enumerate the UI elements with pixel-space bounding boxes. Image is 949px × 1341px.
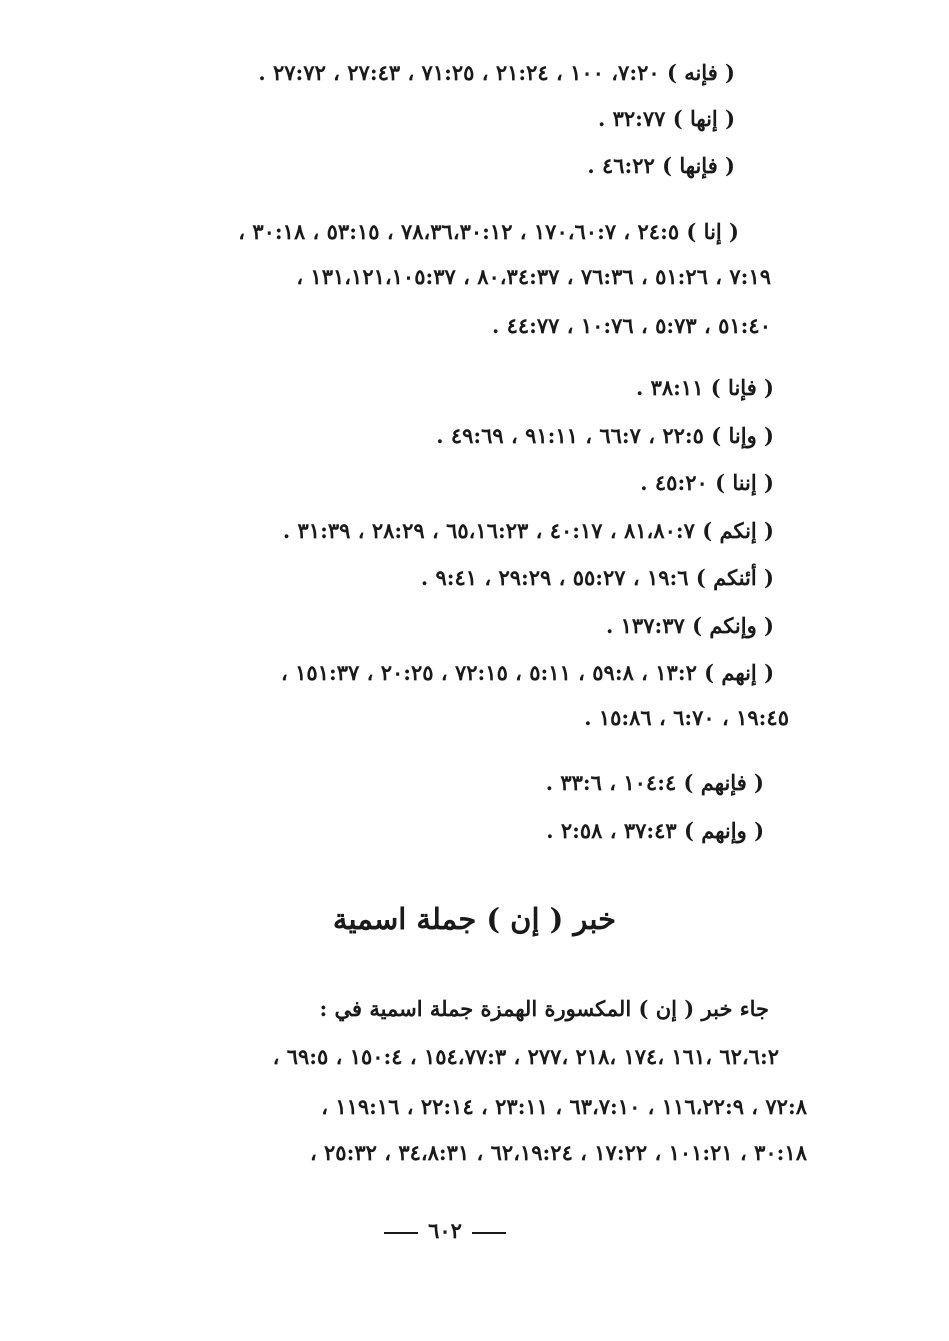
footer-dash-right: [472, 1232, 506, 1234]
body-line: ٦٢،٦:٢ ،١٦١ ،١٧٤ ،٢١٨ ،٢٧٧ ، ١٥٤،٧٧:٣ ، ١٥٠:٤ ، ٦٩:٥ ،: [272, 1044, 779, 1069]
body-line: ٧٢:٨ ، ١١٦،٢٢:٩ ، ٦٣،٧:١٠ ، ٢٣:١١ ، ٢٢:١٤ ، ١١٩:١٦ ،: [321, 1094, 807, 1119]
index-line: ( أئنكم ) ١٩:٦ ، ٥٥:٢٧ ، ٢٩:٢٩ ، ٩:٤١ .: [420, 565, 774, 590]
index-line: ( إنكم ) ٨١،٨٠:٧ ، ٤٠:١٧ ، ٦٥،١٦:٢٣ ، ٢٨:٢٩ ، ٣١:٣٩ .: [282, 518, 774, 543]
index-line: ( إنا ) ٢٤:٥ ، ١٧٠،٦٠:٧ ، ٧٨،٣٦،٣٠:١٢ ، ٥٣:١٥ ، ٣٠:١٨ ،: [238, 219, 739, 244]
index-line: ٧:١٩ ، ٥١:٢٦ ، ٧٦:٣٦ ، ٨٠،٣٤:٣٧ ، ١٣١،١٢١،١٠٥:٣٧ ،: [296, 264, 771, 289]
section-heading: خبر ( إن ) جملة اسمية: [332, 902, 617, 936]
footer-dash-left: [384, 1232, 418, 1234]
intro-line: جاء خبر ( إن ) المكسورة الهمزة جملة اسمية في :: [319, 996, 769, 1021]
index-line: ٥١:٤٠ ، ٥:٧٣ ، ١٠:٧٦ ، ٤٤:٧٧ .: [491, 313, 771, 338]
index-line: ( وإنا ) ٢٢:٥ ، ٦٦:٧ ، ٩١:١١ ، ٤٩:٦٩ .: [436, 423, 774, 448]
index-line: ( إنهم ) ١٣:٢ ، ٥٩:٨ ، ٥:١١ ، ٧٢:١٥ ، ٢٠:٢٥ ، ١٥١:٣٧ ،: [281, 660, 774, 685]
index-line: ١٩:٤٥ ، ٦:٧٠ ، ١٥:٨٦ .: [584, 705, 789, 730]
body-line: ٣٠:١٨ ، ١٠١:٢١ ، ١٧:٢٢ ، ٦٢،١٩:٢٤ ، ٣٤،٨:٣١ ، ٢٥:٣٢ ،: [309, 1140, 807, 1165]
index-line: ( فإنه ) ٧:٢٠، ١٠٠ ، ٢١:٢٤ ، ٧١:٢٥ ، ٢٧:٤٣ ، ٢٧:٧٢ .: [258, 60, 735, 85]
index-line: ( إنها ) ٣٢:٧٧ .: [597, 106, 735, 131]
page-number-footer: [0, 1218, 890, 1243]
index-line: ( فإنها ) ٤٦:٢٢ .: [587, 153, 735, 178]
page-number: ٦٠٢: [428, 1218, 462, 1243]
index-line: ( وإنهم ) ٣٧:٤٣ ، ٢:٥٨ .: [546, 818, 764, 843]
index-line: ( فإنا ) ٣٨:١١ .: [636, 375, 774, 400]
index-line: ( وإنكم ) ١٣٧:٣٧ .: [606, 613, 774, 638]
index-line: ( فإنهم ) ١٠٤:٤ ، ٣٣:٦ .: [545, 770, 764, 795]
index-line: ( إننا ) ٤٥:٢٠ .: [640, 470, 774, 495]
